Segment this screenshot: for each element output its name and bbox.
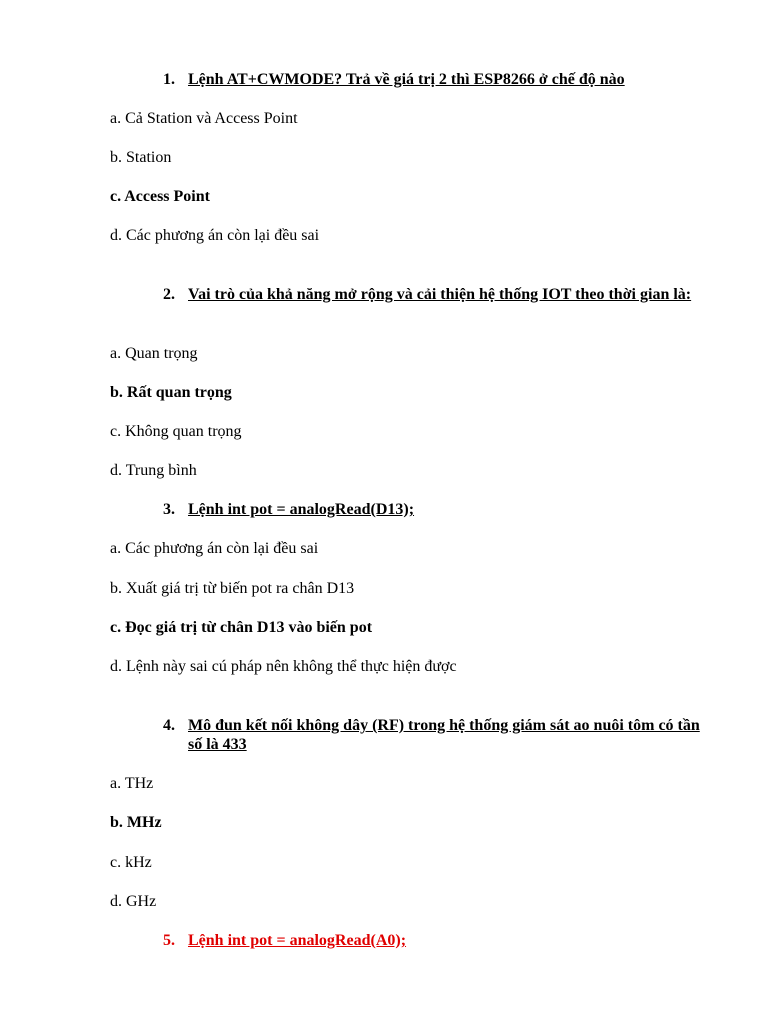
question-5 (163, 931, 708, 950)
question-4-text: Mô đun kết nối không dây (RF) trong hệ thống giám sát ao nuôi tôm có tần số là 433 (188, 717, 700, 753)
question-3-option-d: d. Lệnh này sai cú pháp nên không thể thực hiện được (110, 658, 457, 675)
question-1-option-b: b. Station (110, 149, 172, 166)
question-5-text: Lệnh int pot = analogRead(A0); (188, 932, 407, 949)
question-4-number: 4. (163, 717, 175, 734)
question-4-option-a: a. THz (110, 775, 154, 792)
question-4 (163, 716, 708, 754)
question-2-option-c: c. Không quan trọng (110, 423, 242, 440)
question-2-text: Vai trò của khả năng mở rộng và cải thiện hệ thống IOT theo thời gian là: (188, 286, 692, 303)
question-2-option-b: b. Rất quan trọng (110, 384, 232, 401)
question-3 (163, 500, 708, 519)
question-1 (163, 70, 708, 89)
question-2-option-d: d. Trung bình (110, 462, 197, 479)
question-3-option-a: a. Các phương án còn lại đều sai (110, 540, 319, 557)
question-2 (163, 285, 708, 304)
question-1-option-c: c. Access Point (110, 188, 210, 205)
question-4-option-d: d. GHz (110, 893, 157, 910)
question-4-option-c: c. kHz (110, 854, 152, 871)
question-3-number: 3. (163, 501, 175, 518)
question-1-option-d: d. Các phương án còn lại đều sai (110, 227, 320, 244)
question-2-option-a: a. Quan trọng (110, 345, 198, 362)
question-3-option-c: c. Đọc giá trị từ chân D13 vào biến pot (110, 619, 373, 636)
question-3-text: Lệnh int pot = analogRead(D13); (188, 501, 415, 518)
question-1-option-a: a. Cả Station và Access Point (110, 110, 298, 127)
question-1-number: 1. (163, 71, 175, 88)
question-1-text: Lệnh AT+CWMODE? Trả về giá trị 2 thì ESP8266 ở chế độ nào (188, 71, 625, 88)
question-4-option-b: b. MHz (110, 814, 162, 831)
question-3-option-b: b. Xuất giá trị từ biến pot ra chân D13 (110, 580, 355, 597)
question-2-number: 2. (163, 286, 175, 303)
question-5-number: 5. (163, 932, 175, 949)
